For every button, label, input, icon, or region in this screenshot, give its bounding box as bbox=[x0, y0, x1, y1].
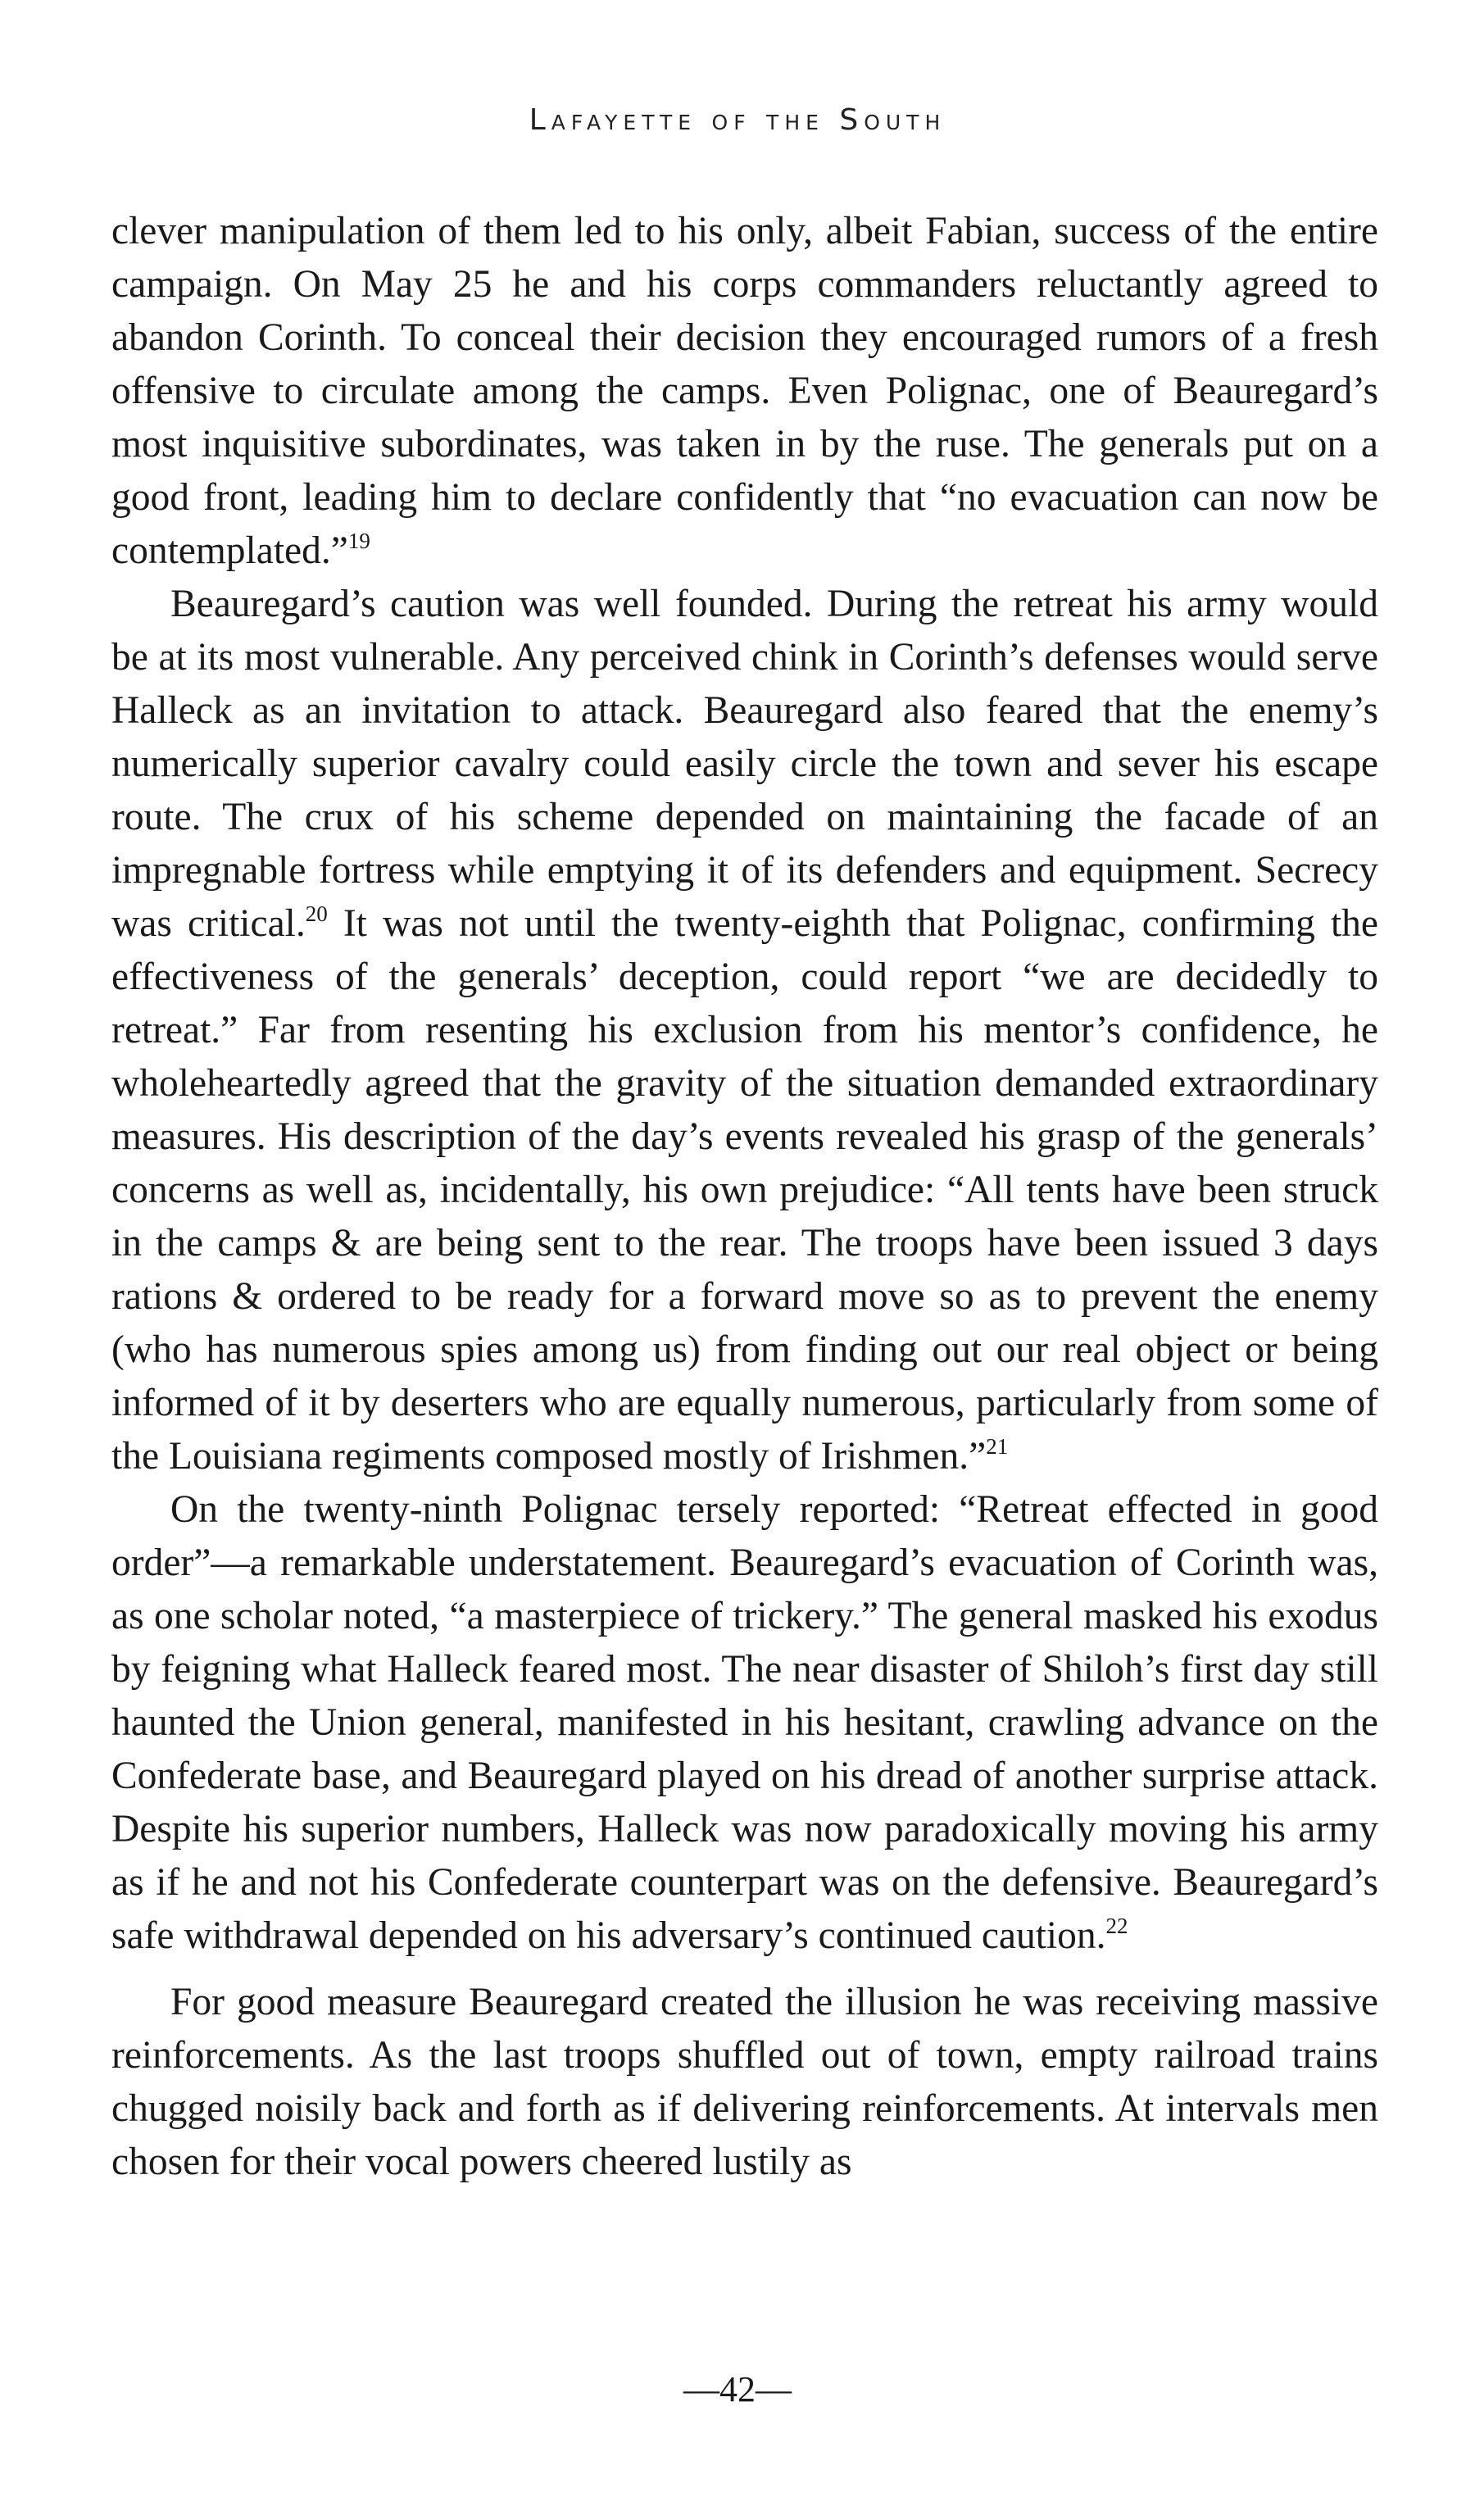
page-number: —42— bbox=[683, 2369, 792, 2409]
footnote-ref-19: 19 bbox=[347, 529, 370, 553]
footnote-ref-22: 22 bbox=[1105, 1914, 1128, 1938]
paragraph-3-text: On the twenty-ninth Polignac tersely reported: “Retreat effected in good order”—a remarkable understatement. Beauregard’s evacuation of Corinth was, as one scholar noted, “a masterpiece of trickery.” The general masked his exodus by feigning what Halleck feared most. The near disaster of Shiloh’s first day still haunted the Union general, manifested in his hesitant, crawling advance on the Confederate base, and Beauregard played on his dread of another surprise attack. Despite his superior numbers, Halleck was now paradoxically moving his army as if he and not his Confederate counterpart was on the defensive. Beauregard’s safe withdrawal depended on his adversary’s continued caution. bbox=[111, 1488, 1378, 1957]
footnote-ref-21: 21 bbox=[986, 1434, 1009, 1459]
paragraph-2 bbox=[111, 578, 1378, 1483]
footnote-ref-20: 20 bbox=[305, 901, 328, 926]
paragraph-1 bbox=[111, 205, 1378, 578]
running-head: Lafayette of the South bbox=[529, 103, 946, 137]
body-text bbox=[111, 205, 1378, 2189]
paragraph-2-text-b: It was not until the twenty-eighth that Polignac, confirming the effectiveness of the generals’ deception, could report “we are decidedly to retreat.” Far from resenting his exclusion from his mentor’s confidence, he wholeheartedly agreed that the gravity of the situation demanded extraordinary measures. His description of the day’s events revealed his grasp of the generals’ concerns as well as, incidentally, his own prejudice: “All tents have been struck in the camps & are being sent to the rear. The troops have been issued 3 days rations & ordered to be ready for a forward move so as to prevent the enemy (who has numerous spies among us) from finding out our real object or being informed of it by deserters who are equally numerous, particularly from some of the Louisiana regiments composed mostly of Irishmen.” bbox=[111, 902, 1378, 1478]
paragraph-4-text: For good measure Beauregard created the illusion he was receiving massive reinforcements. As the last troops shuffled out of town, empty railroad trains chugged noisily back and forth as if delivering reinforcements. At intervals men chosen for their vocal powers cheered lustily as bbox=[111, 1981, 1378, 2183]
paragraph-4 bbox=[111, 1976, 1378, 2189]
paragraph-1-text: clever manipulation of them led to his only, albeit Fabian, success of the entire campaign. On May 25 he and his corps commanders reluctantly agreed to abandon Corinth. To conceal their decision they encouraged rumors of a fresh offensive to circulate among the camps. Even Polignac, one of Beauregard’s most inquisitive subordinates, was taken in by the ruse. The generals put on a good front, leading him to declare confidently that “no evacuation can now be contemplated.” bbox=[111, 210, 1378, 572]
paragraph-3 bbox=[111, 1483, 1378, 1963]
paragraph-2-text-a: Beauregard’s caution was well founded. During the retreat his army would be at its most vulnerable. Any perceived chink in Corinth’s defenses would serve Halleck as an invitation to attack. Beauregard also feared that the enemy’s numerically superior cavalry could easily circle the town and sever his escape route. The crux of his scheme depended on maintaining the facade of an impregnable fortress while emptying it of its defenders and equipment. Secrecy was critical. bbox=[111, 583, 1378, 945]
